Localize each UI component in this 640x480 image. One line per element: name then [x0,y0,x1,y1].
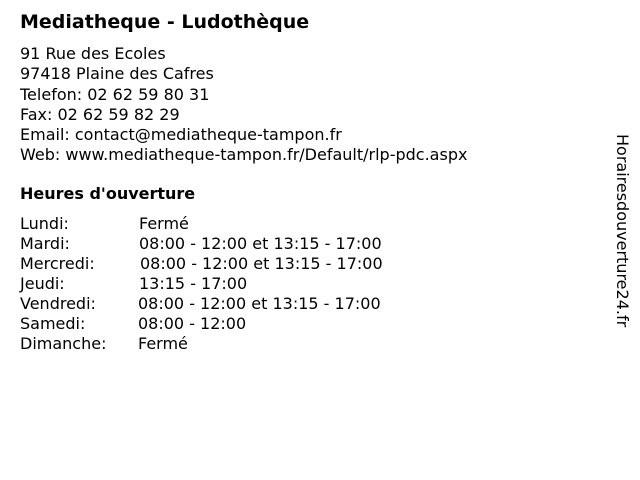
website-url: Web: www.mediatheque-tampon.fr/Default/rlp-pdc.aspx [20,145,468,165]
day-hours: Fermé [139,214,189,233]
day-hours: 08:00 - 12:00 [138,314,247,333]
day-label: Samedi: [20,314,86,333]
page-title: Mediatheque - Ludothèque [20,11,310,33]
day-label: Mardi: [20,234,70,253]
day-label: Lundi: [20,214,69,233]
day-label: Vendredi: [20,294,96,313]
site-watermark: Horairesdouverture24.fr [613,134,632,328]
day-label: Mercredi: [20,254,95,273]
contact-info [20,44,467,166]
day-hours: Fermé [138,334,188,353]
email-address: Email: contact@mediatheque-tampon.fr [20,125,342,145]
fax-number: Fax: 02 62 59 82 29 [20,104,180,124]
day-label: Dimanche: [20,334,107,353]
address-city: 97418 Plaine des Cafres [20,64,214,84]
day-hours: 08:00 - 12:00 et 13:15 - 17:00 [140,254,383,273]
day-hours: 08:00 - 12:00 et 13:15 - 17:00 [138,294,381,313]
address-street: 91 Rue des Ecoles [20,44,166,63]
phone-number: Telefon: 02 62 59 80 31 [20,84,210,104]
hours-heading: Heures d'ouverture [20,184,196,203]
day-label: Jeudi: [20,274,65,293]
day-hours: 08:00 - 12:00 et 13:15 - 17:00 [139,234,382,253]
day-hours: 13:15 - 17:00 [139,274,248,293]
